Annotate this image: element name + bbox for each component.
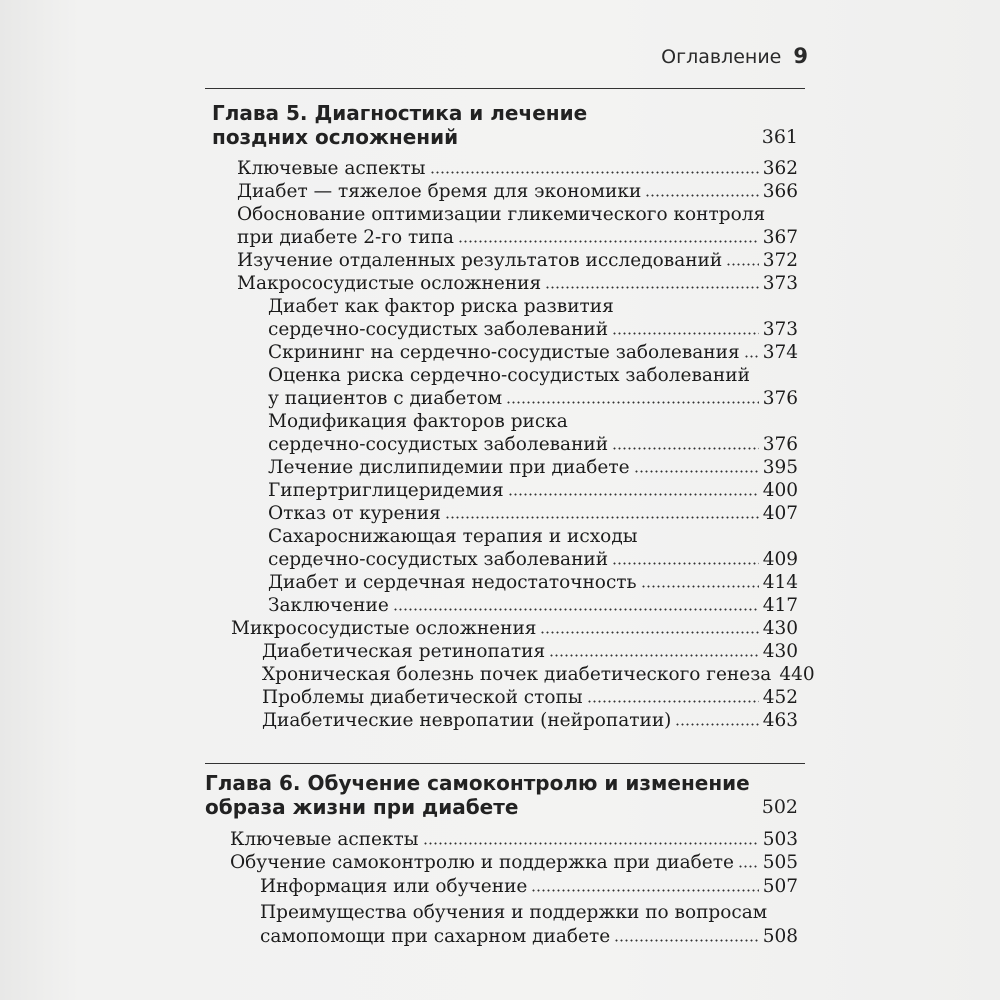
toc-entry-page: 362 [762, 158, 798, 179]
toc-entry[interactable] [262, 664, 815, 686]
toc-entry-page: 508 [762, 926, 798, 947]
toc-entry[interactable] [262, 710, 798, 732]
toc-entry-page: 395 [762, 457, 798, 478]
toc-entry-page: 372 [762, 250, 798, 271]
toc-entry-title: Диабет — тяжелое бремя для экономики [237, 181, 642, 202]
toc-entry-title: Ключевые аспекты [237, 158, 426, 179]
toc-entry[interactable] [268, 549, 798, 571]
toc-entry-title: Отказ от курения [268, 503, 441, 524]
toc-entry-title-line1: Обоснование оптимизации гликемического контроля [237, 204, 766, 225]
toc-entry-title: Ключевые аспекты [230, 829, 419, 850]
chapter-5-heading[interactable] [212, 101, 798, 149]
toc-entry[interactable] [268, 388, 798, 410]
toc-entry-title: Обучение самоконтролю и поддержка при диабете [230, 852, 734, 873]
toc-entry[interactable] [230, 852, 798, 874]
toc-entry[interactable] [237, 181, 798, 203]
toc-entry-title: Лечение дислипидемии при диабете [268, 457, 630, 478]
toc-entry-page: 417 [762, 595, 798, 616]
toc-entry[interactable] [268, 457, 798, 479]
toc-entry[interactable] [237, 250, 798, 272]
toc-entry[interactable] [268, 572, 798, 594]
chapter-6-title-line1: Глава 6. Обучение самоконтролю и изменение [205, 771, 750, 795]
toc-entry-page: 367 [762, 227, 798, 248]
toc-entry-title: Скрининг на сердечно-сосудистые заболевания [268, 342, 740, 363]
toc-entry[interactable] [237, 227, 798, 249]
toc-entry-title-line1: Преимущества обучения и поддержки по вопросам [260, 902, 768, 923]
toc-entry[interactable] [268, 595, 798, 617]
chapter-5-page: 361 [761, 126, 798, 148]
toc-entry-page: 374 [762, 342, 798, 363]
toc-entry-page: 503 [762, 829, 798, 850]
toc-entry-page: 452 [762, 687, 798, 708]
toc-entry-title: самопомощи при сахарном диабете [260, 926, 611, 947]
toc-entry-page: 376 [762, 388, 798, 409]
toc-entry-title: Заключение [268, 595, 389, 616]
toc-entry-page: 463 [762, 710, 798, 731]
toc-entry-page: 505 [762, 852, 798, 873]
toc-entry-title: сердечно-сосудистых заболеваний [268, 434, 609, 455]
chapter-6-title-line2: образа жизни при диабете [205, 795, 519, 819]
toc-entry[interactable] [268, 434, 798, 456]
toc-entry-title: Гипертриглицеридемия [268, 480, 504, 501]
running-head-title: Оглавление [661, 46, 782, 68]
toc-entry[interactable] [268, 319, 798, 341]
toc-entry-title: Проблемы диабетической стопы [262, 687, 583, 708]
toc-entry-title-line1: Сахароснижающая терапия и исходы [268, 526, 638, 547]
toc-entry-title: при диабете 2-го типа [237, 227, 454, 248]
toc-entry-title: Диабет и сердечная недостаточность [268, 572, 637, 593]
toc-entry-title: Микрососудистые осложнения [231, 618, 537, 639]
toc-entry-title: Информация или обучение [260, 876, 528, 897]
toc-entry-page: 373 [762, 319, 798, 340]
toc-entry-title-line1: Модификация факторов риска [268, 411, 568, 432]
toc-entry-title: сердечно-сосудистых заболеваний [268, 549, 609, 570]
toc-entry-title: Хроническая болезнь почек диабетического генеза [262, 664, 772, 685]
toc-entry[interactable] [260, 926, 798, 948]
chapter-5-title-line2: поздних осложнений [212, 125, 459, 149]
toc-entry-page: 440 [779, 664, 815, 685]
toc-entry-title: Диабетические невропатии (нейропатии) [262, 710, 672, 731]
toc-entry-page: 430 [762, 641, 798, 662]
toc-entry-title: Диабетическая ретинопатия [262, 641, 546, 662]
page-number: 9 [793, 44, 808, 68]
toc-entry-page: 414 [762, 572, 798, 593]
chapter-5-title-line1: Глава 5. Диагностика и лечение [212, 101, 588, 125]
toc-entry[interactable] [237, 273, 798, 295]
toc-entry-title-line1: Диабет как фактор риска развития [268, 296, 614, 317]
toc-entry-page: 409 [762, 549, 798, 570]
toc-entry-title: сердечно-сосудистых заболеваний [268, 319, 609, 340]
toc-entry-title: Макрососудистые осложнения [237, 273, 542, 294]
chapter-5-divider [205, 88, 805, 89]
toc-entry-page: 407 [762, 503, 798, 524]
toc-entry[interactable] [268, 342, 798, 364]
chapter-6-divider [205, 763, 805, 764]
toc-entry[interactable] [260, 876, 798, 898]
toc-entry-title-line1: Оценка риска сердечно-сосудистых заболеваний [268, 365, 750, 386]
chapter-6-heading[interactable] [205, 771, 798, 819]
toc-entry[interactable] [268, 480, 798, 502]
toc-entry-page: 376 [762, 434, 798, 455]
toc-entry-title: у пациентов с диабетом [268, 388, 503, 409]
toc-entry[interactable] [268, 503, 798, 525]
chapter-6-page: 502 [761, 796, 798, 818]
toc-entry[interactable] [262, 641, 798, 663]
toc-entry[interactable] [262, 687, 798, 709]
toc-entry-page: 373 [762, 273, 798, 294]
toc-entry-page: 430 [762, 618, 798, 639]
toc-entry[interactable] [237, 158, 798, 180]
toc-entry[interactable] [231, 618, 798, 640]
toc-entry-page: 366 [762, 181, 798, 202]
running-head [661, 44, 808, 68]
toc-entry-page: 400 [762, 480, 798, 501]
toc-entry-title: Изучение отдаленных результатов исследований [237, 250, 723, 271]
toc-entry[interactable] [230, 829, 798, 851]
toc-entry-page: 507 [762, 876, 798, 897]
